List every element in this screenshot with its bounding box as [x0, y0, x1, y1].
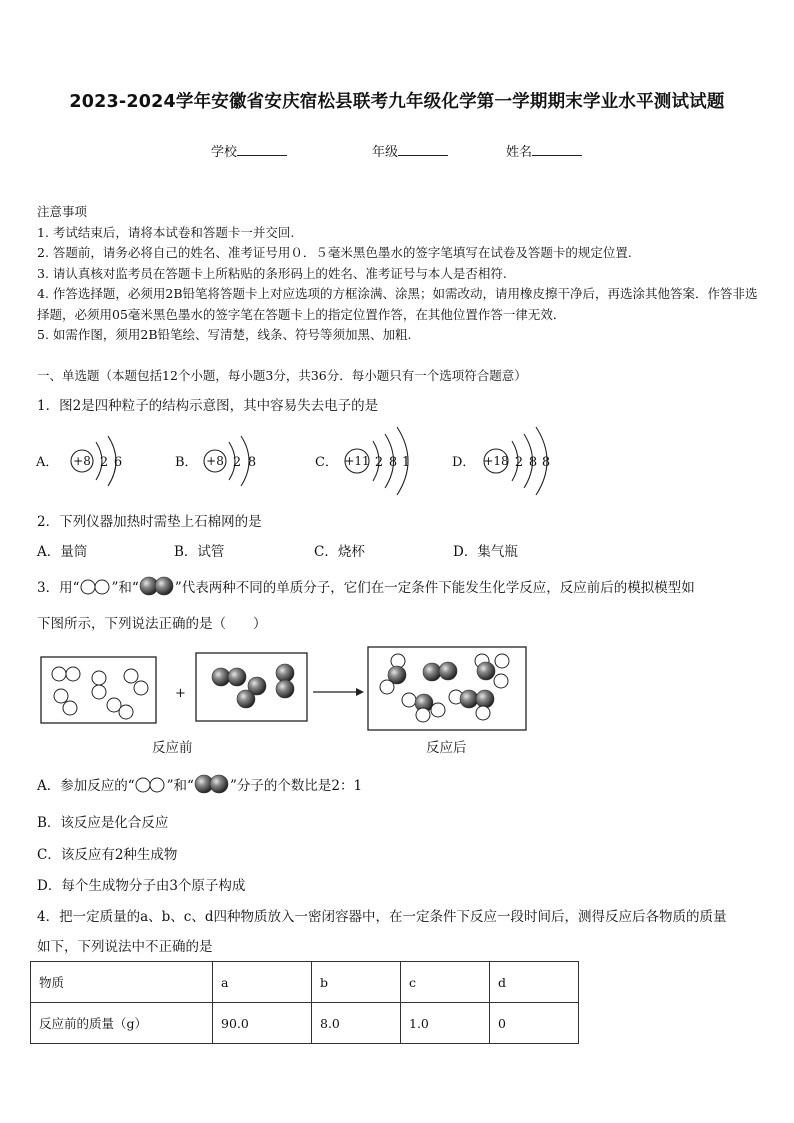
- table-cell: 1.0: [401, 1003, 490, 1044]
- table-cell: 8.0: [312, 1003, 401, 1044]
- name-blank[interactable]: [532, 143, 582, 156]
- name-field: [506, 141, 582, 160]
- dark-molecule-icon: [139, 576, 175, 596]
- grade-blank[interactable]: [398, 143, 448, 156]
- q1-option-a[interactable]: [35, 436, 122, 486]
- note-item: 1. 考试结束后，请将本试卷和答题卡一并交回.: [37, 224, 295, 240]
- q3-option-a-part: ”和“: [166, 778, 194, 794]
- plus-sign: +: [175, 686, 186, 701]
- q2-option-d[interactable]: D．集气瓶: [453, 544, 518, 560]
- q1-option-b-letter: B．: [175, 455, 198, 470]
- table-header-cell: d: [490, 962, 579, 1003]
- note-item: 5. 如需作图，须用2B铅笔绘、写清楚，线条、符号等须加黑、加粗.: [37, 327, 412, 342]
- shell-electron-count: 8: [388, 455, 398, 470]
- q3-stem-line1: [37, 576, 695, 596]
- caption-before: 反应前: [152, 740, 193, 756]
- notes-block: [37, 202, 762, 346]
- table-header-cell: 物质: [31, 962, 213, 1003]
- q2-stem: 2．下列仪器加热时需垫上石棉网的是: [37, 514, 262, 530]
- q4-stem-line2: 如下，下列说法中不正确的是: [37, 939, 213, 955]
- school-label: 学校: [211, 145, 238, 160]
- notes-heading: 注意事项: [37, 204, 88, 219]
- note-item: 3. 请认真核对监考员在答题卡上所粘贴的条形码上的姓名、准考证号与本人是否相符.: [37, 265, 507, 281]
- table-header-cell: a: [213, 962, 312, 1003]
- nucleus-charge: +8: [206, 454, 224, 468]
- school-field: [211, 141, 287, 160]
- section-heading: 一、单选题（本题包括12个小题，每小题3分，共36分．每小题只有一个选项符合题意）: [37, 368, 527, 383]
- grade-field: [372, 141, 448, 160]
- name-label: 姓名: [506, 145, 533, 160]
- white-molecule-icon: [135, 777, 167, 793]
- table-row: [31, 962, 579, 1003]
- shell-electron-count: 2: [99, 455, 109, 470]
- q3-option-a-part: A．参加反应的“: [37, 778, 135, 794]
- table-cell: 90.0: [213, 1003, 312, 1044]
- table-header-cell: c: [401, 962, 490, 1003]
- q2-option-b[interactable]: B．试管: [174, 544, 225, 560]
- white-molecule-icon: [80, 579, 112, 595]
- q2-option-a[interactable]: A．量筒: [37, 544, 88, 560]
- q2-option-c[interactable]: C．烧杯: [314, 544, 365, 560]
- grade-label: 年级: [372, 145, 399, 160]
- q1-option-a-letter: A．: [36, 455, 59, 470]
- shell-electron-count: 8: [528, 455, 538, 470]
- q1-option-d[interactable]: [452, 427, 550, 495]
- q1-option-c[interactable]: [315, 427, 410, 495]
- q4-mass-table: [30, 961, 579, 1044]
- table-header-cell: b: [312, 962, 401, 1003]
- q3-option-b[interactable]: B．该反应是化合反应: [37, 815, 169, 831]
- school-blank[interactable]: [237, 143, 287, 156]
- note-item: 2. 答题前，请务必将自己的姓名、准考证号用０．５毫米黑色墨水的签字笔填写在试卷及答题卡的规定位置.: [37, 245, 632, 260]
- q3-option-a[interactable]: [37, 774, 362, 794]
- q3-stem-line2: 下图所示，下列说法正确的是（ ）: [37, 616, 267, 632]
- table-cell: 反应前的质量（g）: [31, 1003, 213, 1044]
- table-row: [31, 1003, 579, 1044]
- nucleus-charge: +8: [73, 454, 91, 468]
- shell-electron-count: 2: [232, 455, 242, 470]
- shell-electron-count: 8: [541, 455, 551, 470]
- q4-stem-line1: 4．把一定质量的a、b、c、d四种物质放入一密闭容器中，在一定条件下反应一段时间后，测得反应后各物质的质量: [37, 909, 727, 925]
- caption-after: 反应后: [426, 740, 467, 756]
- table-cell: 0: [490, 1003, 579, 1044]
- q1-option-d-letter: D．: [452, 455, 476, 470]
- reaction-arrow-head: [356, 688, 364, 696]
- q3-stem-part: 3．用“: [37, 580, 80, 596]
- nucleus-charge: +18: [483, 454, 509, 468]
- shell-electron-count: 6: [113, 455, 123, 470]
- shell-electron-count: 1: [401, 455, 411, 470]
- page-title: 2023-2024学年安徽省安庆宿松县联考九年级化学第一学期期末学业水平测试试题: [69, 92, 725, 112]
- shell-electron-count: 2: [514, 455, 524, 470]
- shell-electron-count: 8: [247, 455, 257, 470]
- dark-molecule-icon: [194, 774, 230, 794]
- q1-option-c-letter: C．: [315, 455, 338, 470]
- note-item: 4. 作答选择题，必须用2B铅笔将答题卡上对应选项的方框涂满、涂黑；如需改动，请用橡皮擦干净后，再选涂其他答案．作答非选择题，必须用05毫米黑色墨水的签字笔在答题卡上的指定位置作答，在其他位置作答一律无效．: [37, 286, 758, 322]
- q3-stem-part: ”代表两种不同的单质分子，它们在一定条件下能发生化学反应，反应前后的模拟模型如: [174, 580, 695, 596]
- nucleus-charge: +11: [344, 454, 370, 468]
- q1-option-b[interactable]: [175, 436, 256, 486]
- shell-electron-count: 2: [374, 455, 384, 470]
- q3-stem-part: ”和“: [111, 580, 139, 596]
- q3-option-c[interactable]: C．该反应有2种生成物: [37, 847, 178, 863]
- q3-option-d[interactable]: D．每个生成物分子由3个原子构成: [37, 878, 246, 894]
- q1-atom-diagrams: [30, 425, 570, 497]
- q1-stem: 1．图2是四种粒子的结构示意图，其中容易失去电子的是: [37, 398, 379, 414]
- q3-option-a-part: ”分子的个数比是2：1: [229, 778, 363, 794]
